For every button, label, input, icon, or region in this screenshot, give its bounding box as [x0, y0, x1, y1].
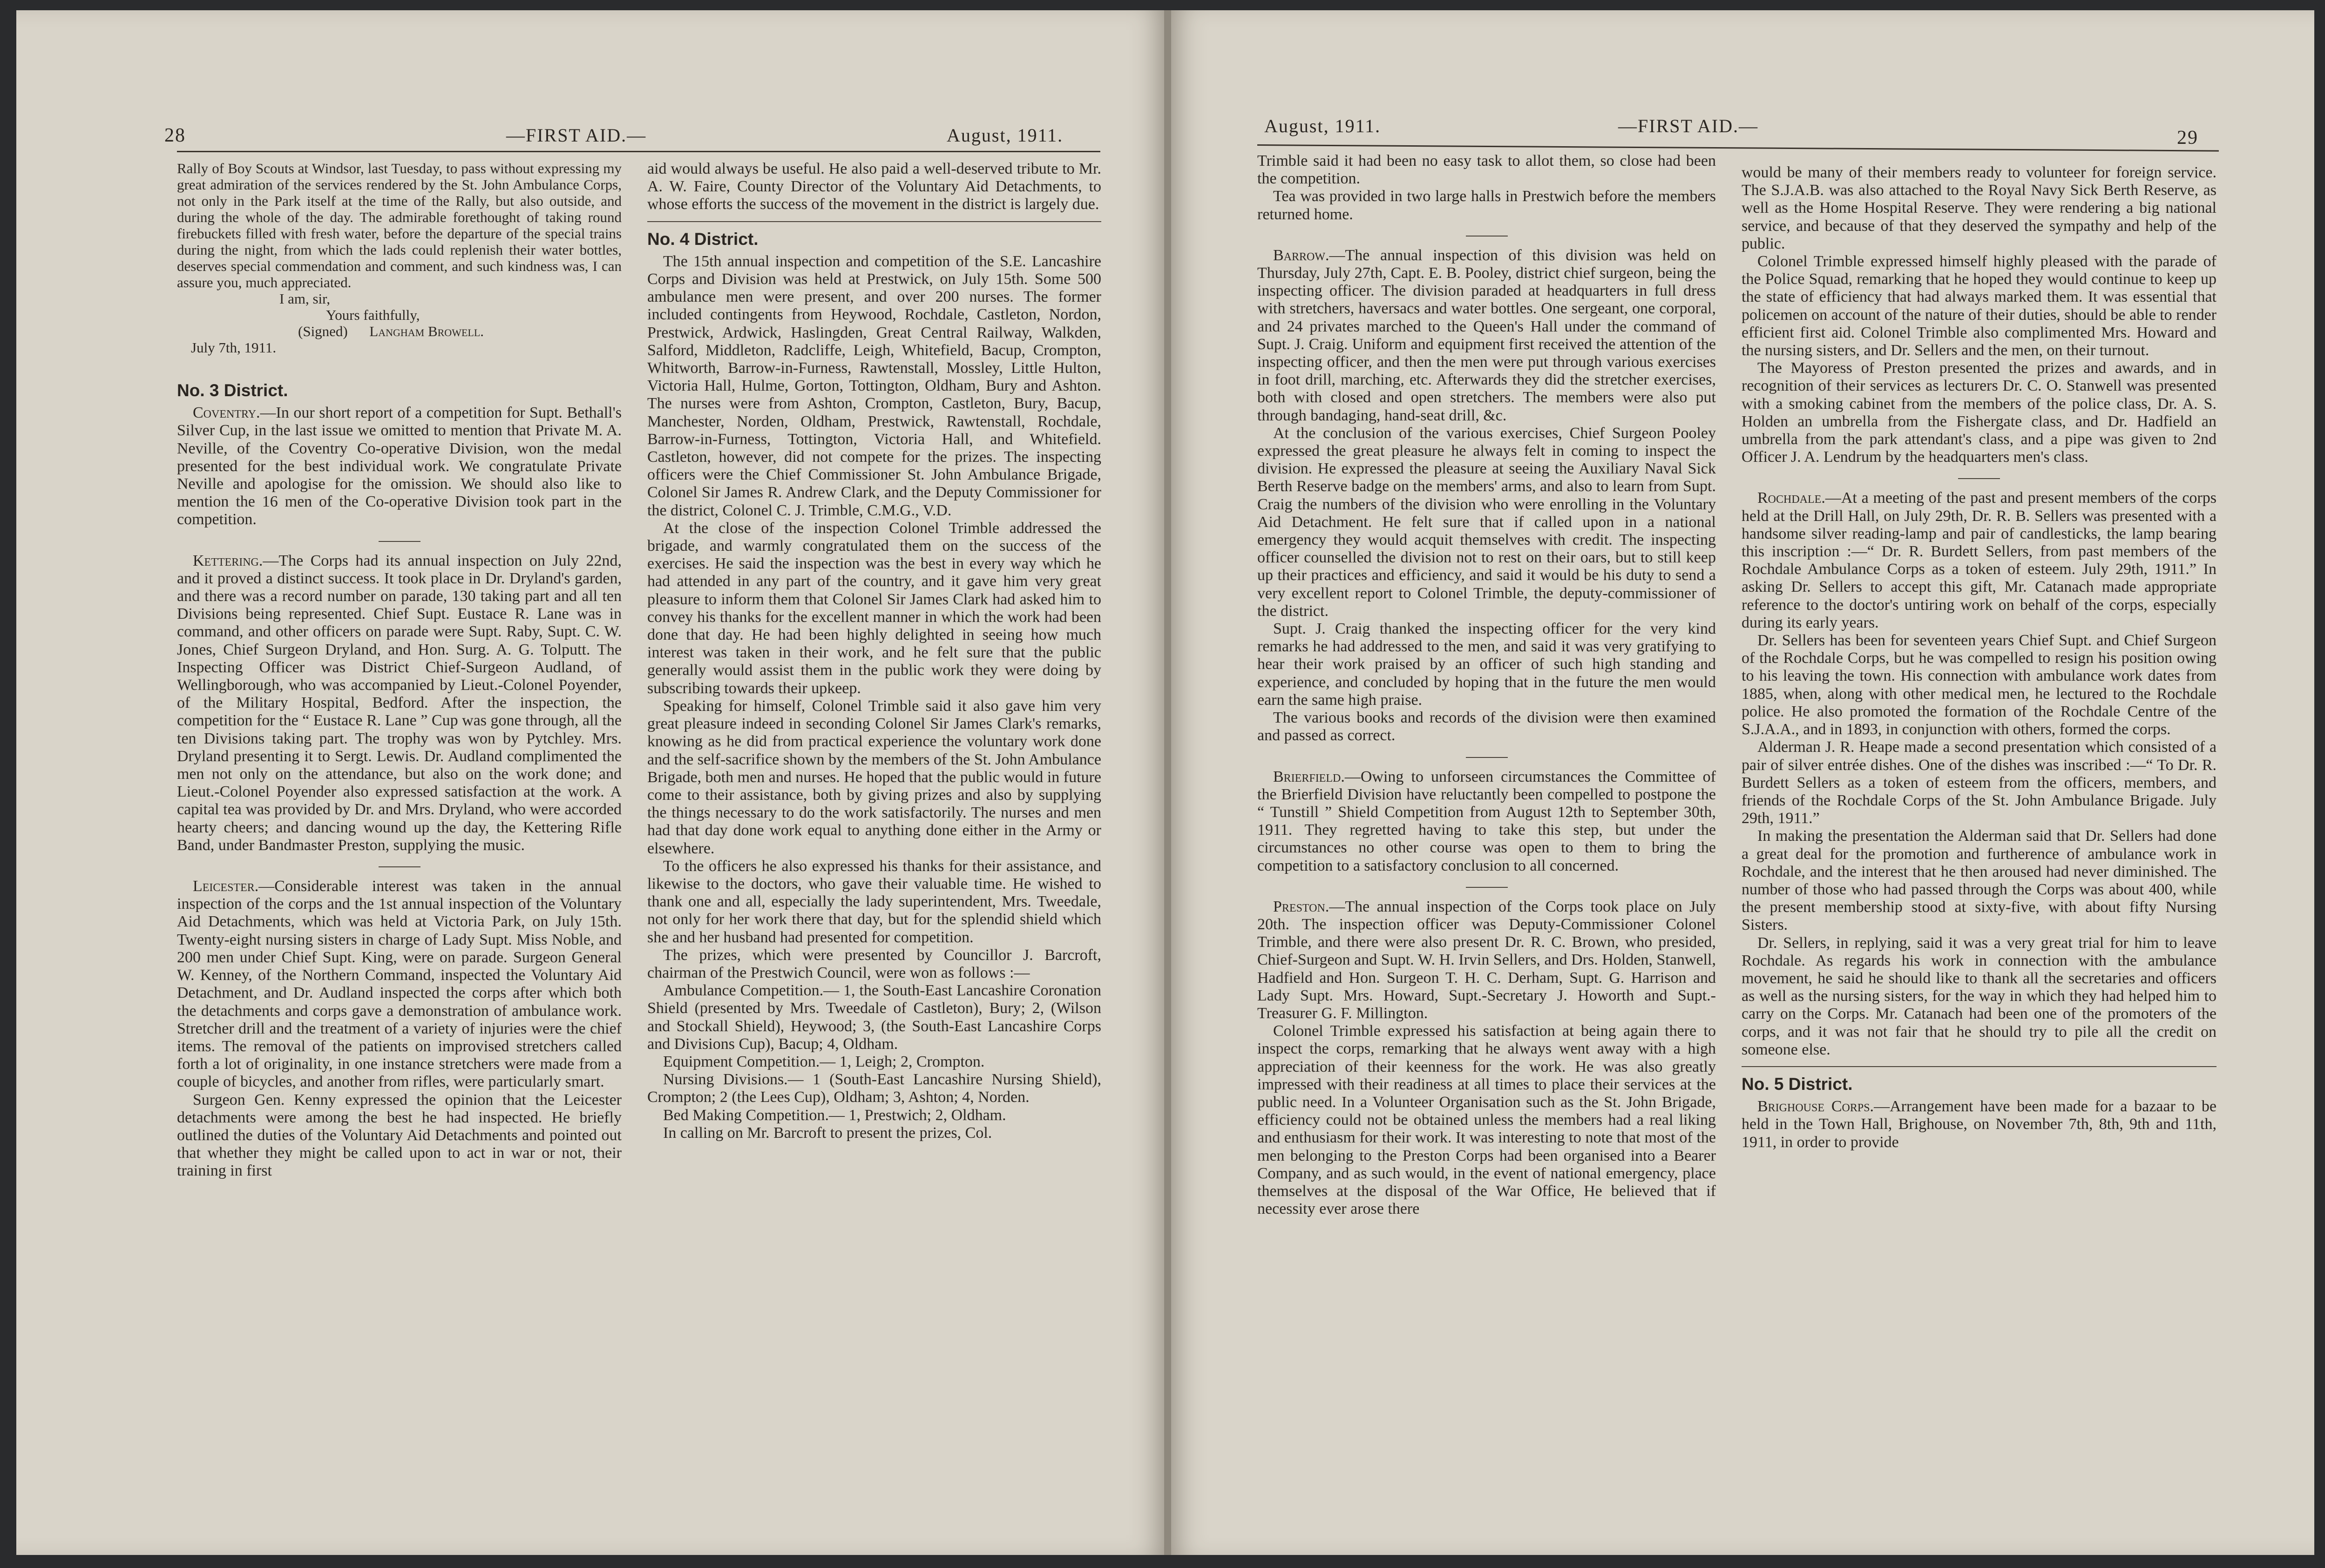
paragraph: The prizes, which were presented by Councillor J. Barcroft, chairman of the Prestwich Council, were won as follows :— — [647, 946, 1101, 981]
preston-paragraph — [1257, 898, 1716, 1022]
heading-no3-district: No. 3 District. — [177, 381, 288, 400]
page-number-right: 29 — [2177, 127, 2198, 149]
coventry-text: —In our short report of a competition for Supt. Bethall's Silver Cup, in the last issue we omitted to mention that Private M. A. Neville, of the Coventry Co-operative Division, won the medal presented for the best individual work. We congratulate Private Neville and apologise for the omission. We should also like to mention the 16 men of the Co-operative Division took part in the competition. — [177, 404, 622, 528]
separator — [379, 541, 420, 542]
rochdale-text: —At a meeting of the past and present members of the corps held at the Drill Hall, on July 29th, Dr. R. B. Sellers was presented with a handsome silver reading-lamp and pair of candlesticks, the lamp bearing this inscription :—“ Dr. R. Burdett Sellers, from past members of the Rochdale Ambulance Corps as a token of esteem. July 29th, 1911.” In asking Dr. Sellers to accept this gift, Mr. Catanach made appropriate reference to the doctor's untiring work on behalf of the corps, especially during its early years. — [1742, 489, 2217, 631]
header-rule-left — [177, 151, 1100, 152]
paragraph: Dr. Sellers, in replying, said it was a very great trial for him to leave Rochdale. As regards his work in connection with the ambulance movement, he said he should like to thank all the secretaries and officers as well as the nursing sisters, for the way in which they had helped him to carry on the Corps. Mr. Catanach had been one of the promoters of the corps, and it was not fair that he should try to pile all the credit on someone else. — [1742, 934, 2217, 1058]
right-column-1 — [1257, 152, 1716, 1218]
separator — [1466, 887, 1508, 888]
section-rule — [1742, 1066, 2217, 1067]
left-page — [16, 10, 1164, 1555]
paragraph: Tea was provided in two large halls in Prestwich before the members returned home. — [1257, 188, 1716, 223]
separator — [1466, 236, 1508, 237]
brighouse-text: —Arrangement have been made for a bazaar to be held in the Town Hall, Brighouse, on November 7th, 8th, 9th and 11th, 1911, in order to provide — [1742, 1098, 2217, 1151]
separator — [379, 866, 420, 867]
brighouse-lead: Brighouse Corps. — [1757, 1098, 1874, 1115]
paragraph: Supt. J. Craig thanked the inspecting officer for the very kind remarks he had addressed to the men, and said it was very gratifying to hear their work praised by an officer of such high standing and experience, and concluded by hoping that in the future the men would earn the same high praise. — [1257, 620, 1716, 709]
paragraph: Trimble said it had been no easy task to allot them, so close had been the competition. — [1257, 152, 1716, 188]
rochdale-lead: Rochdale. — [1757, 489, 1825, 507]
letter-salutation: I am, sir, — [279, 291, 330, 307]
separator — [1958, 478, 2000, 479]
barrow-paragraph — [1257, 247, 1716, 425]
leicester-paragraph — [177, 878, 622, 1091]
coventry-paragraph — [177, 404, 622, 528]
leicester-text: —Considerable interest was taken in the annual inspection of the corps and the 1st annual inspection of the Voluntary Aid Detachments, which was held at Victoria Park, on July 15th. Twenty-eight nursing sisters in charge of Lady Supt. Miss Noble, and 200 men under Chief Supt. King, were on parade. Surgeon General W. Kenney, of the Northern Command, inspected the Voluntary Aid Detachment, and Dr. Audland inspected the corps after which both the detachments and corps gave a demonstration of ambulance work. Stretcher drill and the treatment of a variety of injuries were the chief items. The removal of the patients on improvised stretchers called forth a lot of originality, in one instance stretchers were made from a couple of bicycles, and another from rifles, were particularly smart. — [177, 878, 622, 1091]
heading-no4-district: No. 4 District. — [647, 229, 759, 249]
barrow-lead: Barrow. — [1273, 246, 1329, 264]
letter-closing: Yours faithfully, — [326, 307, 420, 323]
paragraph: Equipment Competition.— 1, Leigh; 2, Crompton. — [663, 1053, 985, 1070]
paragraph: aid would always be useful. He also paid a well-deserved tribute to Mr. A. W. Faire, County Director of the Voluntary Aid Detachments, to whose efforts the success of the movement in the district is largely due. — [647, 160, 1101, 213]
issue-date-right: August, 1911. — [1264, 115, 1381, 136]
paragraph: The Mayoress of Preston presented the prizes and awards, and in recognition of their services as lecturers Dr. C. O. Stanwell was presented with a smoking cabinet from the members of the police class, Dr. A. S. Holden an umbrella from the Fishergate class, and Dr. Hadfield an umbrella from the park attendant's class, and a pipe was given to 2nd Officer J. A. Lendrum by the headquarters men's class. — [1742, 359, 2217, 466]
paragraph: Nursing Divisions.— 1 (South-East Lancashire Nursing Shield), Crompton; 2 (the Lees Cup), Oldham; 3, Ashton; 4, Norden. — [647, 1071, 1101, 1106]
right-column-2 — [1742, 164, 2217, 1151]
brighouse-paragraph — [1742, 1098, 2217, 1151]
letter-body: Rally of Boy Scouts at Windsor, last Tuesday, to pass without expressing my great admiration of the services rendered by the St. John Ambulance Corps, not only in the Park itself at the time of the Rally, but also outside, and during the whole of the day. The admirable forethought of taking round firebuckets filled with fresh water, before the departure of the special trains during the night, from which the lads could replenish their water bottles, deserves special commendation and comment, and such kindness was, I can assure you, much appreciated. — [177, 160, 622, 291]
signed-label: (Signed) — [298, 323, 348, 339]
letter-date: July 7th, 1911. — [191, 339, 277, 356]
paragraph: Alderman J. R. Heape made a second presentation which consisted of a pair of silver entrée dishes. One of the dishes was inscribed :—“ To Dr. R. Burdett Sellers as a token of esteem from the officers, members, and friends of the Rochdale Corps of the St. John Ambulance Brigade. July 29th, 1911.” — [1742, 738, 2217, 827]
leicester-lead: Leicester. — [193, 878, 259, 895]
paragraph: Colonel Trimble expressed himself highly pleased with the parade of the Police Squad, remarking that he hoped they would continue to keep up the state of efficiency that had always marked them. It was essential that policemen on account of the nature of their duties, should be able to render efficient first aid. Colonel Trimble also complimented Mrs. Howard and the nursing sisters, and Dr. Sellers and the men, on their turnout. — [1742, 253, 2217, 359]
brierfield-paragraph — [1257, 768, 1716, 875]
paragraph: Bed Making Competition.— 1, Prestwich; 2, Oldham. — [663, 1106, 1006, 1124]
heading-no5-district: No. 5 District. — [1742, 1074, 1853, 1094]
paragraph: Ambulance Competition.— 1, the South-East Lancashire Coronation Shield (presented by Mrs. Tweedale of Castleton), Bury; 2, (Wilson and Stockall Shield), Heywood; 3, (the South-East Lancashire Corps and Divisions Cup), Bacup; 4, Oldham. — [647, 982, 1101, 1053]
coventry-lead: Coventry. — [193, 404, 260, 422]
kettering-text: —The Corps had its annual inspection on July 22nd, and it proved a distinct success. It took place in Dr. Dryland's garden, and there was a record number on parade, 130 taking part and all ten Divisions being represented. Chief Supt. Eustace R. Lane was in command, and other officers on parade were Supt. Raby, Supt. C. W. Jones, Chief Surgeon Dryland, and Hon. Surg. A. G. Tolputt. The Inspecting Officer was District Chief-Surgeon Audland, of Wellingborough, who was accompanied by Lieut.-Colonel Poyender, of the Military Hospital, Bedford. After the inspection, the competition for the “ Eustace R. Lane ” Cup was gone through, all the ten Divisions taking part. The trophy was won by Pytchley. Mrs. Dryland presenting it to Sergt. Lewis. Dr. Audland complimented the men not only on the attendance, but also on the work done; and Lieut.-Colonel Poyender also expressed satisfaction at the work. A capital tea was provided by Dr. and Mrs. Dryland, who were accorded hearty cheers; and dancing wound up the day, the Kettering Rifle Band, under Bandmaster Preston, supplying the music. — [177, 552, 622, 854]
barrow-text: —The annual inspection of this division was held on Thursday, July 27th, Capt. E. B. Pooley, district chief surgeon, being the inspecting officer. The division paraded at headquarters in full dress with stretchers, haversacs and water bottles. One sergeant, one corporal, and 24 privates marched to the Queen's Hall under the command of Supt. J. Craig. Uniform and equipment first received the attention of the inspecting officer, and then the men were put through various exercises in foot drill, marching, etc. Afterwards they did the stretcher exercises, both with closed and open stretchers. The members were also put through bandaging, hand-seat drill, &c. — [1257, 246, 1716, 424]
preston-text: —The annual inspection of the Corps took place on July 20th. The inspection officer was Deputy-Commissioner Colonel Trimble, and there were also present Dr. R. C. Brown, who presided, Chief-Surgeon and Supt. W. H. Irvin Sellers, and Drs. Holden, Stanwell, Hadfield and Hon. Surgeon T. H. C. Derham, Supt. G. Harrison and Lady Supt. Mrs. Howard, Supt.-Secretary J. Howorth and Supt.-Treasurer G. F. Millington. — [1257, 898, 1716, 1022]
rochdale-paragraph — [1742, 489, 2217, 632]
signer-name: Langham Browell. — [369, 323, 484, 339]
issue-date-left: August, 1911. — [947, 125, 1064, 146]
running-title-left: —FIRST AID.— — [506, 125, 647, 146]
kettering-paragraph — [177, 552, 622, 854]
paragraph: To the officers he also expressed his thanks for their assistance, and likewise to the doctors, who gave their valuable time. He wished to thank one and all, especially the lady superintendent, Mrs. Tweedale, not only for her work there that day, but for the splendid shield which she and her husband had presented for competition. — [647, 857, 1101, 946]
leicester-paragraph-2: Surgeon Gen. Kenny expressed the opinion that the Leicester detachments were among the best he had inspected. He briefly outlined the duties of the Voluntary Aid Detachments and pointed out that whether they might be called upon to act in war or not, their training in first — [177, 1091, 622, 1180]
right-page — [1171, 10, 2314, 1555]
paragraph: In making the presentation the Alderman said that Dr. Sellers had done a great deal for the promotion and furtherence of ambulance work in Rochdale, and the interest that he then aroused had never diminished. The number of those who had passed through the Corps was about 400, while the present membership stood at sixty-five, with about fifty Nursing Sisters. — [1742, 827, 2217, 934]
paragraph: would be many of their members ready to volunteer for foreign service. The S.J.A.B. was also attached to the Royal Navy Sick Berth Reserve, as well as the Home Hospital Reserve. They were rendering a big national service, and because of that they deserved the sympathy and help of the public. — [1742, 164, 2217, 252]
kettering-lead: Kettering. — [193, 552, 263, 569]
paragraph: Colonel Trimble expressed his satisfaction at being again there to inspect the corps, remarking that he always went away with a high appreciation of their keenness for the work. He was also greatly impressed with their readiness at all times to place their services at the public need. In a Volunteer Organisation such as the St. John Brigade, efficiency could not be obtained unless the members had a real liking and enthusiasm for their work. It was interesting to note that most of the men belonging to the Preston Corps had been organised into a Bearer Company, and as such would, in the event of national emergency, place themselves at the disposal of the War Office, He believed that if necessity ever arose there — [1257, 1022, 1716, 1218]
separator — [1466, 757, 1508, 758]
paragraph: At the conclusion of the various exercises, Chief Surgeon Pooley expressed the great pleasure he always felt in coming to inspect the division. He expressed the pleasure at seeing the Auxiliary Naval Sick Berth Reserve badge on the members' arms, and also to learn from Supt. Craig the numbers of the division who were enrolling in the Voluntary Aid Detachment. He felt sure that if called upon in a national emergency they would acquit themselves with credit. The inspecting officer counselled the division not to rest on their oars, but to still keep up their practices and efficiency, and said it would be his duty to send a very excellent report to Colonel Trimble, the deputy-commissioner of the district. — [1257, 424, 1716, 620]
left-column-1 — [177, 160, 622, 1180]
brierfield-text: —Owing to unforseen circumstances the Committee of the Brierfield Division have reluctantly been compelled to postpone the “ Tunstill ” Shield Competition from August 12th to September 30th, 1911. They regretted having to take this step, but under the circumstances no other course was open to them to bring the competition to a satisfactory conclusion to all concerned. — [1257, 768, 1716, 874]
paragraph: At the close of the inspection Colonel Trimble addressed the brigade, and warmly congratulated them on the success of the exercises. He said the inspection was the best in every way which he had attended in any part of the country, and it gave him very great pleasure to inform them that Colonel Sir James Clark had asked him to convey his thanks for the excellent manner in which the work had been done that day. He had been highly delighted in seeing how much interest was taken in their work, and he felt sure that the public generally would assist them in the public work they were doing by subscribing towards their upkeep. — [647, 519, 1101, 697]
paragraph: The various books and records of the division were then examined and passed as correct. — [1257, 709, 1716, 744]
header-rule-right — [1257, 144, 2219, 152]
paragraph: The 15th annual inspection and competition of the S.E. Lancashire Corps and Division was held at Prestwick, on July 15th. Some 500 ambulance men were present, and over 200 nurses. The former included contingents from Heywood, Rochdale, Castleton, Nordon, Prestwick, Ardwick, Haslingden, Great Central Railway, Walkden, Salford, Middleton, Radcliffe, Leigh, Whitefield, Bacup, Crompton, Whitworth, Barrow-in-Furness, Rawtenstall, Mossley, Little Hulton, Victoria Hall, Hulme, Gorton, Tottington, Oldham, Bury and Ashton. The nurses were from Ashton, Crompton, Castleton, Bury, Bacup, Manchester, Norden, Oldham, Prestwick, Rawtenstall, Rochdale, Barrow-in-Furness, Tottington, Victoria Hall, and Whitefield. Castleton, however, did not compete for the prizes. The inspecting officers were the Chief Commissioner St. John Ambulance Brigade, Colonel Sir James R. Andrew Clark, and the Deputy Commissioner for the district, Colonel C. J. Trimble, C.M.G., V.D. — [647, 252, 1101, 519]
section-rule — [647, 221, 1101, 222]
page-number-left: 28 — [164, 125, 186, 146]
brierfield-lead: Brierfield. — [1273, 768, 1345, 785]
running-title-right: —FIRST AID.— — [1618, 115, 1759, 136]
preston-lead: Preston. — [1273, 898, 1329, 915]
paragraph: In calling on Mr. Barcroft to present the prizes, Col. — [663, 1124, 992, 1142]
paragraph: Speaking for himself, Colonel Trimble said it also gave him very great pleasure indeed in seconding Colonel Sir James Clark's remarks, knowing as he did from practical experience the voluntary work done and the self-sacrifice shown by the members of the St. John Ambulance Brigade, both men and nurses. He hoped that the public would in future come to their assistance, both by giving prizes and also by supplying the things necessary to do the work satisfactorily. The nurses and men had that day done work equal to anything done either in the Army or elsewhere. — [647, 697, 1101, 857]
letter-signature — [177, 323, 622, 339]
left-column-2 — [647, 160, 1101, 1142]
paragraph: Dr. Sellers has been for seventeen years Chief Supt. and Chief Surgeon of the Rochdale Corps, but he was compelled to resign his position owing to his leaving the town. His connection with ambulance work dates from 1885, when, along with other medical men, he lectured to the Rochdale police. He also promoted the formation of the Rochdale Centre of the S.J.A.A., and in 1893, in conjunction with others, formed the corps. — [1742, 632, 2217, 738]
